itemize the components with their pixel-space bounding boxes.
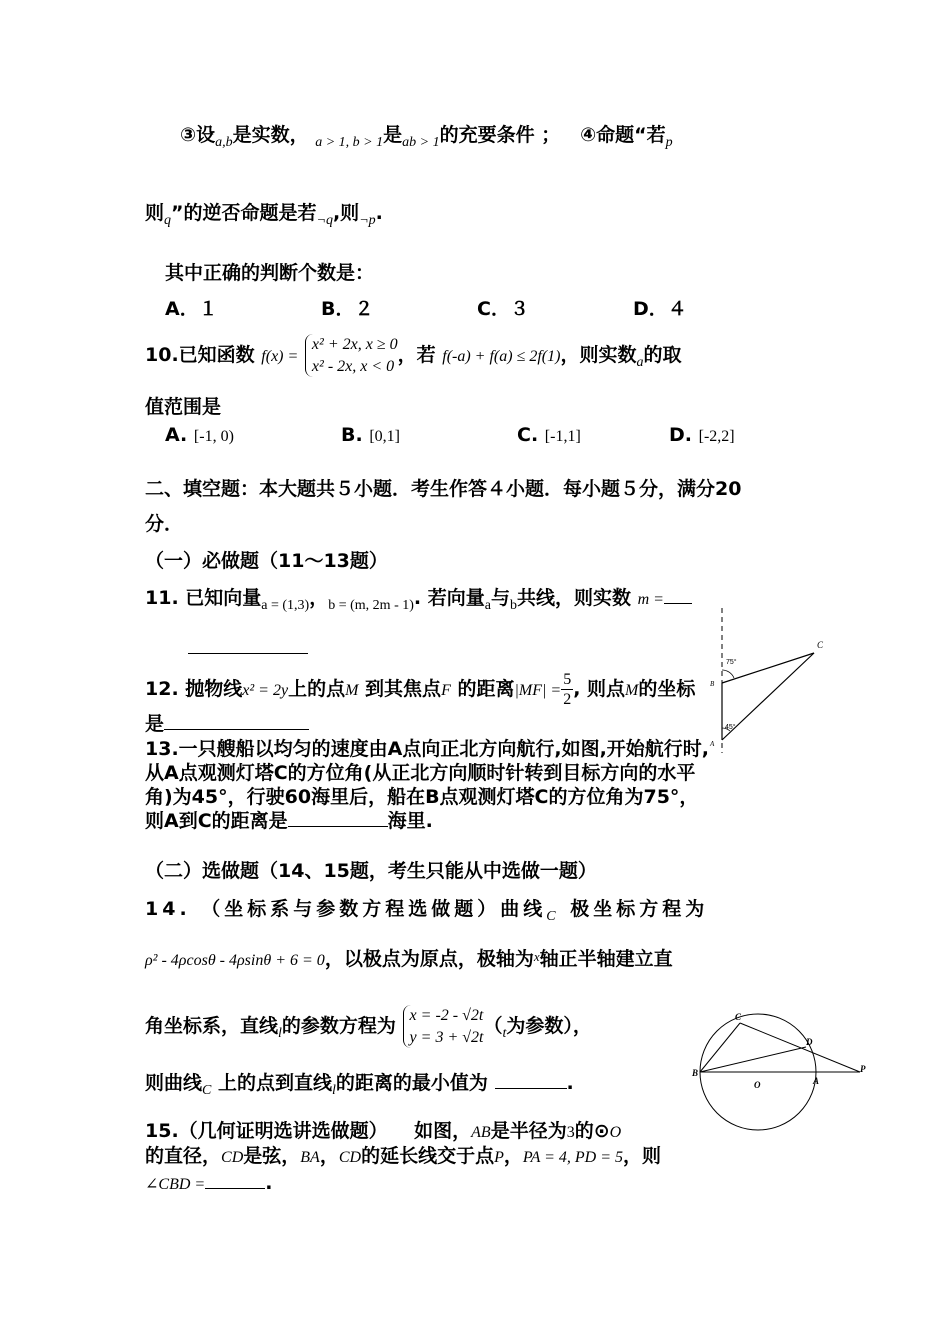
q10-option-label: B.	[341, 424, 363, 446]
q10-var: a	[636, 355, 644, 371]
q10-option-value: [0,1]	[369, 428, 400, 445]
q15-math: O	[609, 1124, 622, 1141]
q14-line2	[145, 948, 673, 971]
q10-option-value: [-2,2]	[698, 428, 735, 445]
segment-ac	[722, 653, 814, 740]
q13-answer-blank	[288, 825, 388, 827]
q12-text: 12. 抛物线	[145, 678, 243, 701]
q15-line2	[145, 1145, 661, 1168]
q10-case2: x² - 2x, x < 0	[311, 357, 395, 375]
q9-math: ab > 1	[402, 135, 440, 150]
q11-math: b	[509, 598, 517, 613]
q9-text: 是实数，	[232, 124, 309, 146]
label-a: A	[813, 1076, 820, 1086]
q15-math: PA = 4, PD = 5	[522, 1149, 623, 1166]
q15-answer-blank	[205, 1187, 265, 1189]
label-45: 45°	[725, 724, 736, 731]
q12-math: M	[625, 682, 639, 700]
q15-text: 15.（几何证明选讲选做题）	[145, 1120, 388, 1142]
q13-text: 则A到C的距离是	[145, 810, 288, 832]
label-d: D	[806, 1037, 813, 1047]
q14-text: 为参数），	[506, 1015, 592, 1038]
q14-case1: x = -2 - √2t	[409, 1007, 484, 1024]
q15-math: ∠CBD =	[145, 1176, 206, 1193]
q14-math: l	[332, 1083, 336, 1098]
q10-mid: ，若	[397, 344, 436, 367]
q12-text: , 则点	[573, 678, 626, 701]
q11-math: m =	[637, 591, 664, 608]
q12-math: |MF| =	[514, 682, 562, 700]
section2-heading: 二、填空题：本大题共５小题．考生作答４小题．每小题５分，满分20	[145, 478, 742, 500]
q14-math: t	[502, 1026, 507, 1042]
q10-label: 10.已知函数	[145, 344, 255, 367]
q15-figure	[692, 1010, 872, 1130]
q14-text: 的距离的最小值为	[335, 1072, 488, 1094]
q15-math: AB	[471, 1124, 491, 1141]
q12-line2	[145, 713, 309, 736]
q14-polar-eq: ρ² - 4ρcosθ - 4ρsinθ + 6 = 0	[145, 952, 325, 969]
q10-option-label: D.	[669, 424, 692, 446]
q10-option-d	[669, 424, 735, 447]
q12-text: 上的点	[288, 678, 346, 701]
q11-math: b = (m, 2m - 1)	[328, 598, 414, 613]
q10-piecewise	[305, 334, 398, 377]
q9-math: p	[665, 135, 673, 150]
q9-line1	[180, 124, 673, 152]
q10-option-label: A.	[165, 424, 188, 446]
label-p: P	[860, 1064, 866, 1074]
q15-line1	[145, 1120, 621, 1143]
q13-text: 海里.	[387, 810, 433, 832]
q11-answer-blank-2	[188, 652, 308, 654]
q14-answer-blank	[495, 1087, 567, 1089]
q15-text: 的直径，	[145, 1145, 222, 1167]
label-a: A	[710, 740, 715, 748]
q15-text: 的延长线交于点	[361, 1145, 495, 1167]
q10-line1	[145, 334, 682, 377]
q9-text: 是	[383, 124, 403, 146]
q9-option-c: C．３	[477, 298, 529, 320]
q15-text: 是弦，	[243, 1145, 301, 1167]
q11-math: a	[484, 598, 491, 613]
q14-text: （	[483, 1015, 503, 1038]
q14-case2: y = 3 + √2t	[409, 1028, 484, 1046]
q9-options	[165, 298, 687, 321]
q10-option-c	[517, 424, 669, 447]
q15-text: .	[265, 1172, 273, 1194]
q10-option-a	[165, 424, 341, 447]
q9-math: q	[164, 213, 172, 228]
q10-cond: f(-a) + f(a) ≤ 2f(1)	[442, 348, 561, 366]
q14-math: C	[546, 909, 560, 924]
q14-math: x	[533, 949, 540, 964]
q10-options	[165, 424, 735, 447]
q11-math: a = (1,3)	[261, 598, 310, 613]
q14-text: 则曲线	[145, 1072, 203, 1094]
line-bc	[700, 1023, 740, 1072]
q10-option-value: [-1,1]	[544, 428, 581, 445]
q9-math: ¬p	[359, 213, 376, 228]
q15-math: CD	[221, 1149, 244, 1166]
q11-text: 11. 已知向量	[145, 587, 262, 609]
q12-math: x² = 2y	[242, 682, 289, 700]
q9-text: ④命题“若	[580, 124, 666, 146]
angle-arc-top	[722, 670, 734, 678]
label-b: B	[692, 1068, 699, 1078]
q12-line1	[145, 670, 695, 709]
q9-text: ”的逆否命题是若	[171, 202, 317, 224]
q15-text: 的⊙	[574, 1120, 610, 1142]
q13-line1: 13.一只艘船以均匀的速度由A点向正北方向航行,如图,开始航行时,	[145, 738, 710, 760]
q10-fx: f(x) =	[261, 348, 299, 366]
q9-stem: 其中正确的判断个数是：	[165, 262, 375, 284]
section2-sub1: （一）必做题（11～13题）	[145, 550, 388, 572]
q12-denominator: 2	[563, 691, 572, 709]
q9-option-d: D．４	[633, 298, 687, 320]
section2-heading-cont: 分．	[145, 513, 184, 535]
q15-math: 3	[566, 1124, 575, 1141]
label-c: C	[735, 1012, 742, 1022]
q12-math: M	[345, 682, 359, 700]
q12-text: 是	[145, 713, 165, 735]
q12-numerator: 5	[561, 670, 573, 690]
q13-figure	[712, 608, 832, 758]
q14-text: .	[566, 1072, 574, 1094]
q9-text: .	[375, 202, 383, 224]
q14-text: 的参数方程为	[281, 1015, 396, 1038]
q15-text: 如图，	[414, 1120, 472, 1142]
q9-text: 的充要条件 ；	[439, 124, 561, 146]
q15-text: ，	[319, 1145, 339, 1167]
q10-option-value: [-1, 0)	[193, 428, 234, 445]
q10-tail: ，则实数	[560, 344, 637, 367]
q15-line3	[145, 1172, 272, 1195]
q14-text: 轴正半轴建立直	[539, 948, 673, 970]
q12-text: 的坐标	[638, 678, 696, 701]
q10-option-label: C.	[517, 424, 539, 446]
q15-text: ，	[503, 1145, 523, 1167]
section2-sub2: （二）选做题（14、15题，考生只能从中选做一题）	[145, 860, 597, 882]
line-cp	[740, 1023, 860, 1072]
q11-text: ，	[309, 587, 329, 609]
q14-line4	[145, 1072, 574, 1100]
q10-line2: 值范围是	[145, 396, 222, 418]
q9-text: 则	[145, 202, 165, 224]
q15-text: ，则	[623, 1145, 662, 1167]
q14-text: ，以极点为原点，极轴为	[324, 948, 534, 970]
q14-text: 角坐标系，直线	[145, 1015, 279, 1038]
q13-line2: 从A点观测灯塔C的方位角(从正北方向顺时针转到目标方向的水平	[145, 762, 696, 784]
label-b: B	[710, 680, 715, 688]
q15-math: CD	[338, 1149, 362, 1166]
q9-math: a,b	[215, 135, 233, 150]
q10-option-b	[341, 424, 517, 447]
q14-text: 极坐标方程为	[570, 898, 709, 920]
q14-math: C	[202, 1083, 212, 1098]
segment-bc	[722, 653, 814, 683]
q11-text: 与	[490, 587, 510, 609]
q9-math: a > 1, b > 1	[315, 135, 384, 150]
q10-case1: x² + 2x, x ≥ 0	[311, 336, 398, 353]
q14-text: 上的点到直线	[217, 1072, 332, 1094]
q13-line3: 角)为45°，行驶60海里后，船在B点观测灯塔C的方位角为75°，	[145, 786, 699, 808]
q10-tail2: 的取	[643, 344, 682, 367]
q15-text: 是半径为	[490, 1120, 567, 1142]
q15-math: P	[494, 1149, 504, 1166]
q12-math: F	[441, 682, 451, 700]
q9-text: ,则	[332, 202, 360, 224]
q11-answer-blank	[664, 602, 692, 604]
q9-option-b: B．２	[321, 298, 374, 320]
q12-text: 的距离	[457, 678, 515, 701]
q11-line	[145, 587, 692, 615]
q14-parametric	[403, 1005, 484, 1048]
label-c: C	[817, 640, 824, 650]
q13-line4	[145, 810, 433, 833]
q14-line1	[145, 898, 708, 926]
q9-text: ③设	[180, 124, 216, 146]
q12-fraction	[561, 670, 573, 709]
q12-answer-blank	[164, 728, 309, 730]
q11-text: 共线，则实数	[516, 587, 631, 609]
q11-text: . 若向量	[413, 587, 485, 609]
line-bd	[700, 1047, 806, 1072]
q14-math: l	[278, 1026, 282, 1042]
q12-text: 到其焦点	[365, 678, 442, 701]
q9-option-a: A．１	[165, 298, 218, 320]
q9-math: ¬q	[316, 213, 333, 228]
q15-math: BA	[300, 1149, 320, 1166]
q9-line2	[145, 202, 383, 230]
q14-text: 14. （坐标系与参数方程选做题）曲线	[145, 898, 547, 920]
label-o: O	[754, 1080, 761, 1090]
q14-line3	[145, 1005, 592, 1048]
label-75: 75°	[726, 659, 737, 666]
